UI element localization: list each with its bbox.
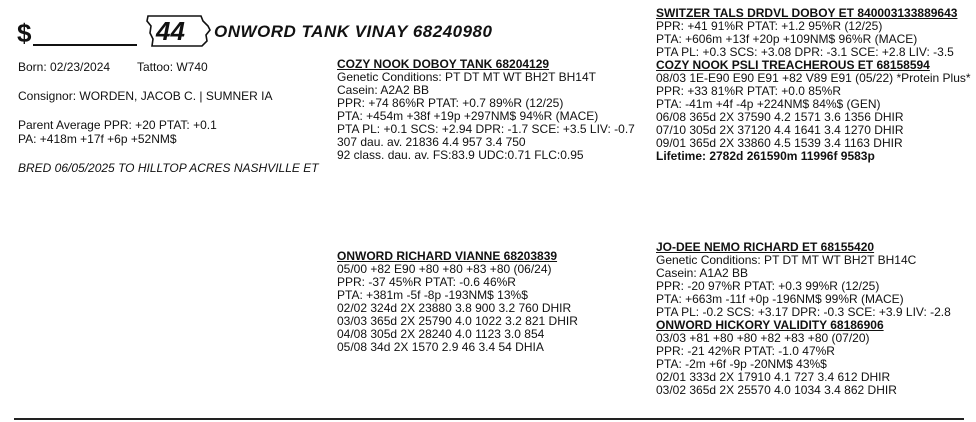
sire-line: 307 dau. av. 21836 4.4 957 3.4 750 (337, 135, 526, 149)
dam-sire-line: PTA: +663m -11f +0p -196NM$ 99%R (MACE) (656, 292, 904, 306)
sire-dam-line: 07/10 305d 2X 37120 4.4 1641 3.4 1270 DHIR (656, 123, 904, 137)
sire-sire-block (656, 7, 971, 163)
dam-sire-line: Casein: A1A2 BB (656, 266, 749, 280)
price-dollar-sign: $ (17, 18, 32, 48)
sire-line: 92 class. dau. av. FS:83.9 UDC:0.71 FLC:0.95 (337, 148, 584, 162)
dam-sire-name: JO-DEE NEMO RICHARD ET 68155420 (656, 240, 875, 254)
sire-line: PPR: +74 86%R PTAT: +0.7 89%R (12/25) (337, 96, 564, 110)
dam-sire-line: Genetic Conditions: PT DT MT WT BH2T BH14C (656, 253, 917, 267)
sire-sire-name: SWITZER TALS DRDVL DOBOY ET 840003133889643 (656, 6, 958, 20)
dam-dam-name: ONWORD HICKORY VALIDITY 68186906 (656, 318, 884, 332)
sire-line: Casein: A2A2 BB (337, 83, 430, 97)
sire-name: COZY NOOK DOBOY TANK 68204129 (337, 57, 550, 71)
sire-dam-line: 09/01 365d 2X 33860 4.5 1539 3.4 1163 DHIR (656, 136, 903, 150)
tattoo: Tattoo: W740 (137, 60, 208, 74)
parent-average-pa: PA: +418m +17f +6p +52NM$ (18, 132, 177, 146)
sire-block (337, 58, 635, 162)
sire-sire-line: PPR: +41 91%R PTAT: +1.2 95%R (12/25) (656, 19, 883, 33)
dam-sire-line: PPR: -20 97%R PTAT: +0.3 99%R (12/25) (656, 279, 880, 293)
dam-line: PPR: -37 45%R PTAT: -0.6 46%R (337, 275, 516, 289)
dam-line: 03/03 365d 2X 25790 4.0 1022 3.2 821 DHIR (337, 314, 578, 328)
bred-info: BRED 06/05/2025 TO HILLTOP ACRES NASHVILLE ET (18, 161, 319, 175)
lot-number: 44 (156, 16, 185, 46)
sire-sire-line: PTA: +606m +13f +20p +109NM$ 96%R (MACE) (656, 32, 918, 46)
price-blank-line (33, 44, 137, 46)
sire-dam-lifetime: Lifetime: 2782d 261590m 11996f 9583p (656, 149, 875, 163)
consignor: Consignor: WORDEN, JACOB C. | SUMNER IA (18, 89, 273, 103)
dam-line: 02/02 324d 2X 23880 3.8 900 3.2 760 DHIR (337, 301, 572, 315)
dam-sire-line: PTA PL: -0.2 SCS: +3.17 DPR: -0.3 SCE: +3.9 LIV: -2.8 (656, 305, 951, 319)
dam-line: 04/08 305d 2X 28240 4.0 1123 3.0 854 (337, 327, 545, 341)
dam-dam-line: PTA: -2m +6f -9p -20NM$ 43%$ (656, 357, 827, 371)
dam-line: PTA: +381m -5f -8p -193NM$ 13%$ (337, 288, 528, 302)
sire-line: PTA: +454m +38f +19p +297NM$ 94%R (MACE) (337, 109, 599, 123)
dam-line: 05/00 +82 E90 +80 +80 +83 +80 (06/24) (337, 262, 552, 276)
sire-dam-line: 06/08 365d 2X 37590 4.2 1571 3.6 1356 DHIR (656, 110, 904, 124)
dam-line: 05/08 34d 2X 1570 2.9 46 3.4 54 DHIA (337, 340, 544, 354)
dam-dam-line: 03/03 +81 +80 +80 +82 +83 +80 (07/20) (656, 331, 870, 345)
dam-dam-line: 02/01 333d 2X 17910 4.1 727 3.4 612 DHIR (656, 370, 891, 384)
dam-dam-line: PPR: -21 42%R PTAT: -1.0 47%R (656, 344, 835, 358)
sire-line: Genetic Conditions: PT DT MT WT BH2T BH14T (337, 70, 596, 84)
sire-dam-line: PPR: +33 81%R PTAT: +0.0 85%R (656, 84, 841, 98)
sire-sire-line: PTA PL: +0.3 SCS: +3.08 DPR: -3.1 SCE: +2.8 LIV: -3.5 (656, 45, 954, 59)
dam-sire-block (656, 241, 951, 397)
sire-dam-line: 08/03 1E-E90 E90 E91 +82 V89 E91 (05/22) *Protein Plus* (656, 71, 971, 85)
dam-name: ONWORD RICHARD VIANNE 68203839 (337, 249, 558, 263)
animal-name: ONWORD TANK VINAY 68240980 (214, 22, 493, 41)
sire-line: PTA PL: +0.1 SCS: +2.94 DPR: -1.7 SCE: +3.5 LIV: -0.7 (337, 122, 635, 136)
sire-dam-line: PTA: -41m +4f -4p +224NM$ 84%$ (GEN) (656, 97, 881, 111)
bottom-divider (14, 418, 964, 420)
birth-date: Born: 02/23/2024 (18, 60, 111, 74)
dam-block (337, 250, 578, 354)
parent-average: Parent Average PPR: +20 PTAT: +0.1 (18, 118, 217, 132)
sire-dam-name: COZY NOOK PSLI TREACHEROUS ET 68158594 (656, 58, 930, 72)
dam-dam-line: 03/02 365d 2X 25570 4.0 1034 3.4 862 DHIR (656, 383, 897, 397)
